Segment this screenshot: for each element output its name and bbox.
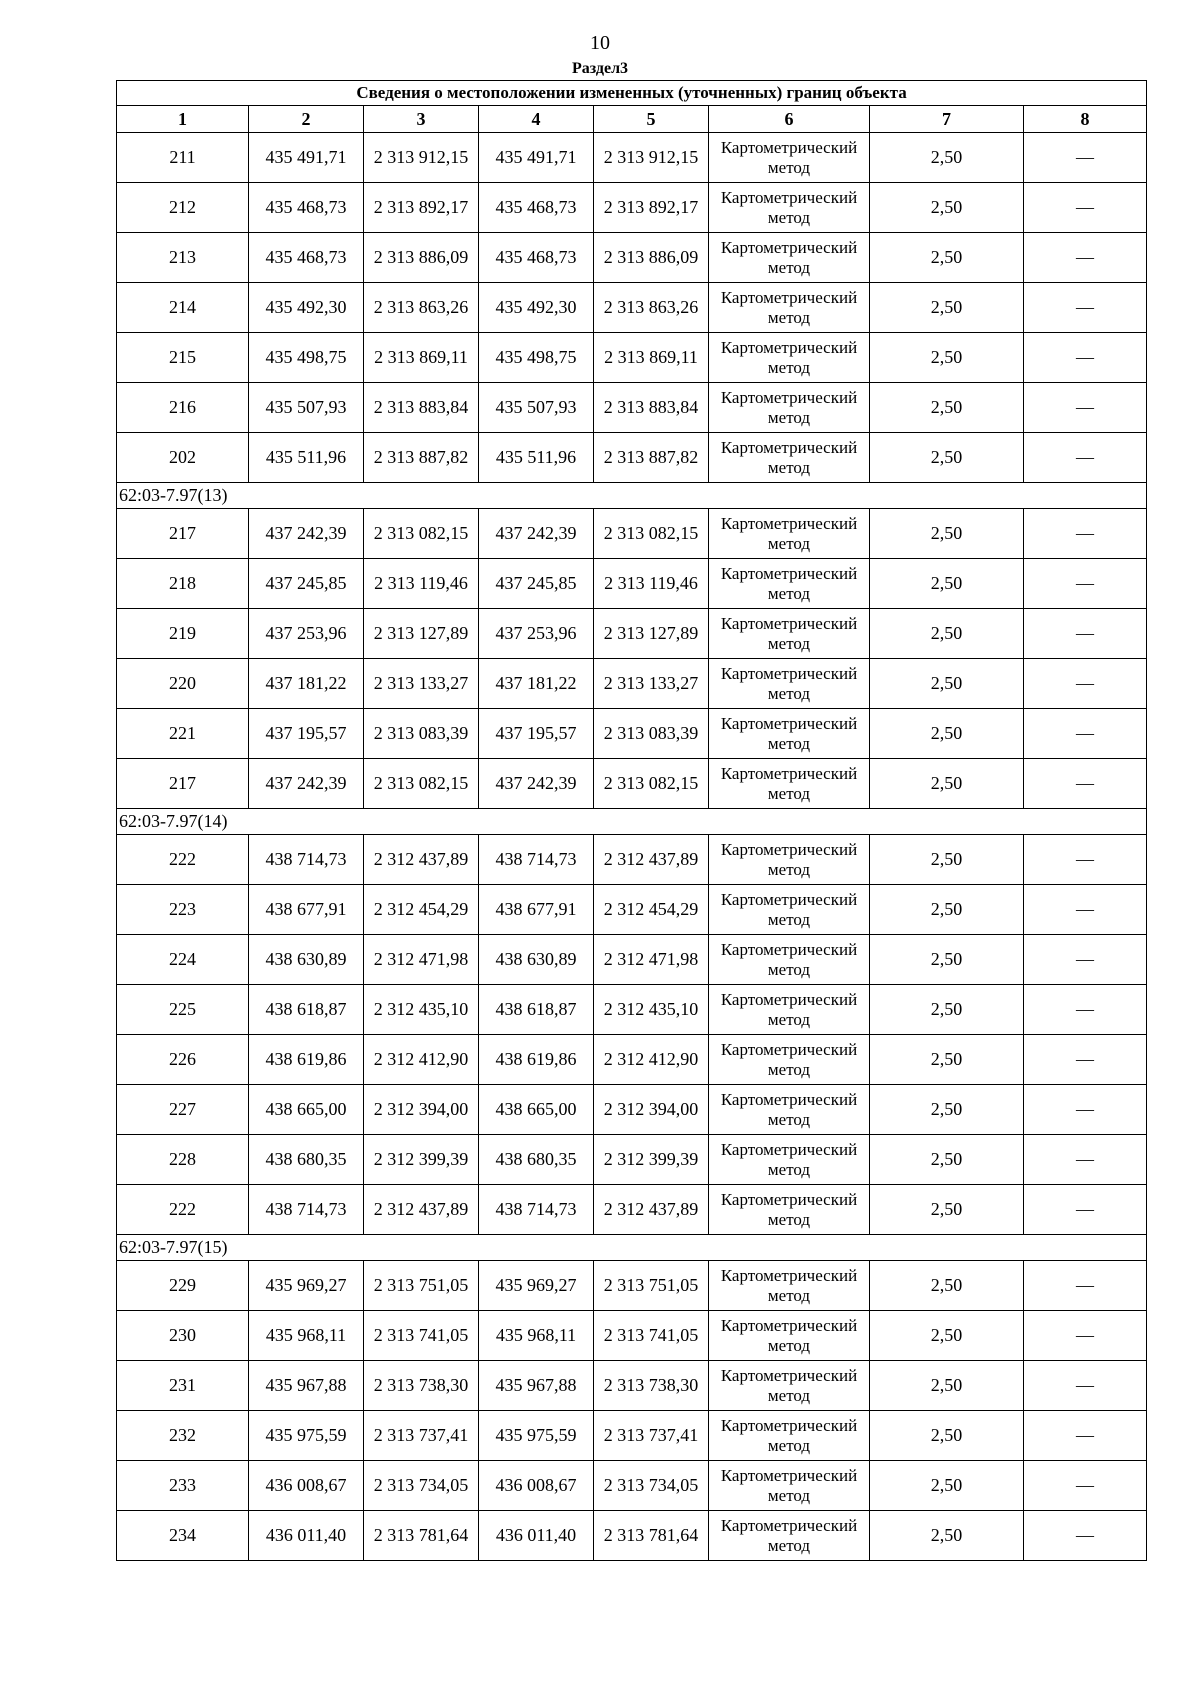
cell-x-existing: 435 491,71 [249,133,364,183]
cell-y-new: 2 313 741,05 [594,1311,709,1361]
cell-precision: 2,50 [870,609,1024,659]
table-row [117,1411,1147,1461]
cell-y-existing: 2 313 083,39 [364,709,479,759]
cell-y-new: 2 313 912,15 [594,133,709,183]
cell-method: Картометрический метод [709,433,870,483]
cell-y-new: 2 313 119,46 [594,559,709,609]
cell-x-existing: 438 680,35 [249,1135,364,1185]
cell-precision: 2,50 [870,333,1024,383]
cell-x-new: 438 680,35 [479,1135,594,1185]
cell-description: — [1024,509,1147,559]
cell-y-existing: 2 313 133,27 [364,659,479,709]
cell-precision: 2,50 [870,659,1024,709]
cell-precision: 2,50 [870,433,1024,483]
cell-method: Картометрический метод [709,935,870,985]
table-row [117,183,1147,233]
cell-y-new: 2 312 412,90 [594,1035,709,1085]
cell-x-existing: 436 011,40 [249,1511,364,1561]
cell-point-number: 221 [117,709,249,759]
cell-point-number: 218 [117,559,249,609]
cell-point-number: 230 [117,1311,249,1361]
cell-x-new: 436 008,67 [479,1461,594,1511]
table-row [117,333,1147,383]
table-row [117,709,1147,759]
table-body [117,133,1147,1561]
cell-point-number: 219 [117,609,249,659]
table-row [117,283,1147,333]
cell-point-number: 211 [117,133,249,183]
cell-y-new: 2 313 127,89 [594,609,709,659]
cell-point-number: 228 [117,1135,249,1185]
cell-y-existing: 2 313 869,11 [364,333,479,383]
cell-x-new: 438 714,73 [479,835,594,885]
cell-description: — [1024,709,1147,759]
group-row [117,483,1147,509]
cell-method: Картометрический метод [709,659,870,709]
cell-method: Картометрический метод [709,133,870,183]
cell-precision: 2,50 [870,885,1024,935]
cell-y-new: 2 313 892,17 [594,183,709,233]
cell-x-existing: 438 714,73 [249,1185,364,1235]
cell-y-new: 2 313 781,64 [594,1511,709,1561]
cell-precision: 2,50 [870,133,1024,183]
cell-x-new: 435 507,93 [479,383,594,433]
cell-y-new: 2 313 082,15 [594,759,709,809]
table-row [117,1261,1147,1311]
cell-y-existing: 2 313 738,30 [364,1361,479,1411]
cell-method: Картометрический метод [709,1185,870,1235]
cell-precision: 2,50 [870,1411,1024,1461]
cell-point-number: 222 [117,1185,249,1235]
cell-y-existing: 2 313 734,05 [364,1461,479,1511]
table-row [117,383,1147,433]
cell-description: — [1024,1511,1147,1561]
cell-x-new: 437 242,39 [479,509,594,559]
cell-precision: 2,50 [870,1135,1024,1185]
cell-x-new: 435 967,88 [479,1361,594,1411]
group-row [117,809,1147,835]
cell-y-existing: 2 312 394,00 [364,1085,479,1135]
cell-method: Картометрический метод [709,709,870,759]
cell-x-new: 438 618,87 [479,985,594,1035]
cell-y-new: 2 313 883,84 [594,383,709,433]
cell-x-existing: 437 253,96 [249,609,364,659]
cell-y-new: 2 313 082,15 [594,509,709,559]
page-number: 10 [590,32,610,54]
cell-method: Картометрический метод [709,1361,870,1411]
cell-method: Картометрический метод [709,1135,870,1185]
cell-y-existing: 2 313 886,09 [364,233,479,283]
cell-point-number: 234 [117,1511,249,1561]
cell-y-existing: 2 313 082,15 [364,509,479,559]
cell-x-new: 438 714,73 [479,1185,594,1235]
cell-method: Картометрический метод [709,233,870,283]
cell-description: — [1024,183,1147,233]
cell-method: Картометрический метод [709,559,870,609]
cell-y-existing: 2 313 912,15 [364,133,479,183]
cell-method: Картометрический метод [709,835,870,885]
cell-x-existing: 435 511,96 [249,433,364,483]
cell-x-existing: 438 630,89 [249,935,364,985]
cell-x-existing: 435 967,88 [249,1361,364,1411]
cell-y-existing: 2 313 119,46 [364,559,479,609]
cell-description: — [1024,333,1147,383]
cell-method: Картометрический метод [709,1411,870,1461]
cell-precision: 2,50 [870,759,1024,809]
cell-x-new: 438 630,89 [479,935,594,985]
cell-method: Картометрический метод [709,509,870,559]
cell-x-existing: 438 677,91 [249,885,364,935]
cell-point-number: 233 [117,1461,249,1511]
cell-precision: 2,50 [870,835,1024,885]
table-row [117,433,1147,483]
cell-y-new: 2 312 394,00 [594,1085,709,1135]
cell-method: Картометрический метод [709,1085,870,1135]
cell-y-new: 2 312 437,89 [594,1185,709,1235]
cell-x-new: 438 665,00 [479,1085,594,1135]
cell-description: — [1024,659,1147,709]
cell-method: Картометрический метод [709,1511,870,1561]
boundary-coordinates-table [116,80,1147,1561]
cell-y-new: 2 312 399,39 [594,1135,709,1185]
cell-method: Картометрический метод [709,1461,870,1511]
cell-x-new: 435 511,96 [479,433,594,483]
cell-method: Картометрический метод [709,283,870,333]
table-row [117,133,1147,183]
cell-x-new: 435 498,75 [479,333,594,383]
cell-x-existing: 435 468,73 [249,233,364,283]
cell-point-number: 223 [117,885,249,935]
cell-y-new: 2 312 435,10 [594,985,709,1035]
cell-description: — [1024,1185,1147,1235]
cell-precision: 2,50 [870,509,1024,559]
table-row [117,759,1147,809]
cell-y-existing: 2 313 863,26 [364,283,479,333]
table-row [117,835,1147,885]
table-row [117,1035,1147,1085]
cell-point-number: 225 [117,985,249,1035]
cell-description: — [1024,1035,1147,1085]
cell-point-number: 224 [117,935,249,985]
cell-description: — [1024,133,1147,183]
cell-x-new: 437 245,85 [479,559,594,609]
cell-y-existing: 2 312 471,98 [364,935,479,985]
cell-precision: 2,50 [870,1261,1024,1311]
cell-precision: 2,50 [870,1461,1024,1511]
cell-x-new: 435 491,71 [479,133,594,183]
group-label: 62:03-7.97(14) [117,809,1147,835]
column-number-3: 3 [364,106,479,133]
cell-point-number: 231 [117,1361,249,1411]
table-row [117,609,1147,659]
column-number-5: 5 [594,106,709,133]
cell-y-existing: 2 313 741,05 [364,1311,479,1361]
cell-x-new: 437 253,96 [479,609,594,659]
cell-x-existing: 437 195,57 [249,709,364,759]
cell-x-existing: 435 498,75 [249,333,364,383]
table-row [117,885,1147,935]
cell-description: — [1024,1311,1147,1361]
cell-x-new: 435 975,59 [479,1411,594,1461]
column-number-7: 7 [870,106,1024,133]
cell-x-new: 437 181,22 [479,659,594,709]
cell-y-existing: 2 313 082,15 [364,759,479,809]
cell-point-number: 216 [117,383,249,433]
cell-precision: 2,50 [870,709,1024,759]
cell-description: — [1024,233,1147,283]
cell-y-existing: 2 313 751,05 [364,1261,479,1311]
cell-point-number: 229 [117,1261,249,1311]
section-title: Раздел3 [571,60,629,77]
cell-method: Картометрический метод [709,1311,870,1361]
cell-method: Картометрический метод [709,383,870,433]
group-label: 62:03-7.97(15) [117,1235,1147,1261]
cell-x-new: 435 492,30 [479,283,594,333]
cell-y-existing: 2 312 399,39 [364,1135,479,1185]
cell-precision: 2,50 [870,383,1024,433]
cell-description: — [1024,985,1147,1035]
cell-y-existing: 2 313 737,41 [364,1411,479,1461]
table-row [117,1085,1147,1135]
cell-precision: 2,50 [870,1035,1024,1085]
cell-x-existing: 437 242,39 [249,759,364,809]
cell-point-number: 214 [117,283,249,333]
cell-description: — [1024,609,1147,659]
cell-point-number: 222 [117,835,249,885]
cell-point-number: 226 [117,1035,249,1085]
cell-description: — [1024,433,1147,483]
cell-x-existing: 438 714,73 [249,835,364,885]
cell-precision: 2,50 [870,559,1024,609]
cell-x-existing: 438 665,00 [249,1085,364,1135]
cell-x-existing: 435 968,11 [249,1311,364,1361]
cell-description: — [1024,1085,1147,1135]
cell-y-existing: 2 313 781,64 [364,1511,479,1561]
cell-method: Картометрический метод [709,1035,870,1085]
cell-x-existing: 438 619,86 [249,1035,364,1085]
cell-precision: 2,50 [870,1185,1024,1235]
cell-x-existing: 438 618,87 [249,985,364,1035]
cell-precision: 2,50 [870,1361,1024,1411]
cell-x-new: 435 969,27 [479,1261,594,1311]
table-row [117,935,1147,985]
cell-point-number: 202 [117,433,249,483]
cell-x-new: 435 968,11 [479,1311,594,1361]
table-row [117,1185,1147,1235]
cell-description: — [1024,559,1147,609]
cell-method: Картометрический метод [709,985,870,1035]
cell-y-new: 2 313 751,05 [594,1261,709,1311]
cell-x-existing: 437 242,39 [249,509,364,559]
cell-description: — [1024,283,1147,333]
cell-description: — [1024,759,1147,809]
cell-x-new: 438 619,86 [479,1035,594,1085]
cell-description: — [1024,885,1147,935]
table-row [117,1361,1147,1411]
table-row [117,659,1147,709]
cell-y-new: 2 312 454,29 [594,885,709,935]
cell-description: — [1024,1361,1147,1411]
cell-y-existing: 2 312 435,10 [364,985,479,1035]
cell-x-new: 435 468,73 [479,183,594,233]
table-caption: Сведения о местоположении измененных (уточненных) границ объекта [117,81,1147,106]
cell-x-new: 437 195,57 [479,709,594,759]
cell-method: Картометрический метод [709,183,870,233]
cell-point-number: 212 [117,183,249,233]
cell-y-new: 2 312 437,89 [594,835,709,885]
cell-precision: 2,50 [870,183,1024,233]
cell-y-new: 2 313 734,05 [594,1461,709,1511]
column-number-6: 6 [709,106,870,133]
cell-method: Картометрический метод [709,333,870,383]
cell-precision: 2,50 [870,233,1024,283]
cell-y-new: 2 313 737,41 [594,1411,709,1461]
table-row [117,1135,1147,1185]
cell-x-new: 436 011,40 [479,1511,594,1561]
cell-method: Картометрический метод [709,609,870,659]
cell-point-number: 227 [117,1085,249,1135]
cell-method: Картометрический метод [709,1261,870,1311]
cell-y-new: 2 313 863,26 [594,283,709,333]
cell-x-new: 435 468,73 [479,233,594,283]
cell-x-existing: 435 492,30 [249,283,364,333]
cell-y-existing: 2 312 437,89 [364,835,479,885]
cell-description: — [1024,835,1147,885]
cell-precision: 2,50 [870,1311,1024,1361]
column-number-row [117,106,1147,133]
cell-point-number: 215 [117,333,249,383]
cell-point-number: 217 [117,759,249,809]
cell-description: — [1024,383,1147,433]
column-number-8: 8 [1024,106,1147,133]
cell-precision: 2,50 [870,935,1024,985]
cell-y-existing: 2 313 127,89 [364,609,479,659]
cell-x-existing: 435 969,27 [249,1261,364,1311]
cell-y-new: 2 313 869,11 [594,333,709,383]
cell-x-existing: 437 181,22 [249,659,364,709]
cell-x-existing: 435 975,59 [249,1411,364,1461]
cell-y-new: 2 313 133,27 [594,659,709,709]
cell-y-existing: 2 313 887,82 [364,433,479,483]
cell-precision: 2,50 [870,283,1024,333]
cell-point-number: 213 [117,233,249,283]
cell-y-existing: 2 313 883,84 [364,383,479,433]
cell-y-existing: 2 312 437,89 [364,1185,479,1235]
cell-precision: 2,50 [870,985,1024,1035]
cell-x-new: 437 242,39 [479,759,594,809]
cell-y-new: 2 313 886,09 [594,233,709,283]
table-row [117,509,1147,559]
table-row [117,233,1147,283]
table-row [117,1511,1147,1561]
cell-y-existing: 2 313 892,17 [364,183,479,233]
cell-y-new: 2 313 887,82 [594,433,709,483]
cell-y-new: 2 312 471,98 [594,935,709,985]
group-row [117,1235,1147,1261]
cell-y-existing: 2 312 454,29 [364,885,479,935]
cell-description: — [1024,935,1147,985]
cell-point-number: 232 [117,1411,249,1461]
cell-x-existing: 435 507,93 [249,383,364,433]
cell-precision: 2,50 [870,1085,1024,1135]
cell-precision: 2,50 [870,1511,1024,1561]
cell-description: — [1024,1261,1147,1311]
cell-description: — [1024,1411,1147,1461]
cell-description: — [1024,1135,1147,1185]
column-number-2: 2 [249,106,364,133]
cell-method: Картометрический метод [709,885,870,935]
column-number-1: 1 [117,106,249,133]
cell-y-new: 2 313 738,30 [594,1361,709,1411]
group-label: 62:03-7.97(13) [117,483,1147,509]
table-row [117,985,1147,1035]
cell-description: — [1024,1461,1147,1511]
cell-x-existing: 436 008,67 [249,1461,364,1511]
cell-x-new: 438 677,91 [479,885,594,935]
cell-point-number: 220 [117,659,249,709]
cell-y-new: 2 313 083,39 [594,709,709,759]
cell-x-existing: 437 245,85 [249,559,364,609]
cell-x-existing: 435 468,73 [249,183,364,233]
cell-y-existing: 2 312 412,90 [364,1035,479,1085]
table-row [117,559,1147,609]
cell-point-number: 217 [117,509,249,559]
table-row [117,1461,1147,1511]
table-row [117,1311,1147,1361]
cell-method: Картометрический метод [709,759,870,809]
column-number-4: 4 [479,106,594,133]
